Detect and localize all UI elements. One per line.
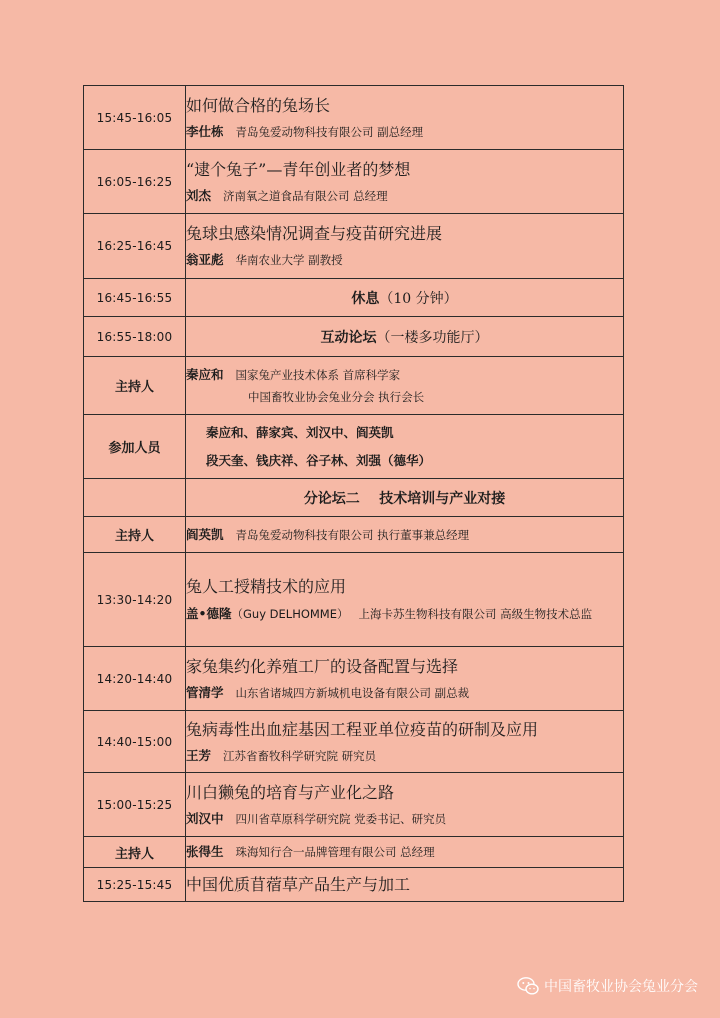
host-row (84, 517, 624, 553)
speaker-affiliation: 济南氧之道食品有限公司 总经理 (223, 188, 388, 203)
host-cell (186, 357, 624, 415)
session-cell (186, 553, 624, 647)
speaker-affiliation: 山东省诸城四方新城机电设备有限公司 副总裁 (235, 685, 470, 700)
time-cell: 15:00-15:25 (84, 773, 186, 837)
session-cell (186, 647, 624, 711)
speaker-english-name: （Guy DELHOMME） (231, 606, 349, 621)
schedule-row (84, 150, 624, 214)
forum2-header-row (84, 479, 624, 517)
speaker-line (186, 604, 623, 624)
time-cell: 16:25-16:45 (84, 214, 186, 279)
host-label: 主持人 (84, 837, 186, 868)
host-line (186, 841, 623, 863)
participants-line-1: 秦应和、薛家宾、刘汉中、阎英凯 (206, 424, 394, 440)
speaker-line (186, 123, 623, 141)
schedule-row (84, 647, 624, 711)
schedule-row (84, 773, 624, 837)
host-row (84, 837, 624, 868)
session-cell (186, 773, 624, 837)
time-cell: 14:40-15:00 (84, 711, 186, 773)
session-topic: 兔球虫感染情况调查与疫苗研究进展 (186, 224, 443, 243)
wechat-icon (517, 977, 539, 995)
session-cell (186, 711, 624, 773)
speaker-name: 王芳 (186, 747, 212, 763)
host-affiliation: 青岛兔爱动物科技有限公司 执行董事兼总经理 (235, 527, 470, 542)
session-cell (186, 86, 624, 150)
host-name: 阎英凯 (186, 526, 224, 542)
forum-cell (186, 317, 624, 357)
session-topic: “逮个兔子”—青年创业者的梦想 (186, 159, 411, 179)
speaker-name: 翁亚彪 (186, 252, 224, 267)
schedule-row (84, 711, 624, 773)
time-cell: 15:45-16:05 (84, 86, 186, 150)
speaker-name: 盖•德隆 (186, 605, 232, 621)
forum2-cell (186, 479, 624, 517)
speaker-line (186, 251, 623, 269)
speaker-affiliation: 四川省草原科学研究院 党委书记、研究员 (235, 811, 447, 826)
session-topic: 家兔集约化养殖工厂的设备配置与选择 (186, 656, 459, 676)
time-cell: 13:30-14:20 (84, 553, 186, 647)
empty-cell (84, 479, 186, 517)
session-cell (186, 214, 624, 279)
schedule-row (84, 868, 624, 902)
forum-label: 互动论坛 (320, 329, 377, 346)
speaker-line (186, 747, 623, 765)
session-topic: 兔人工授精技术的应用 (186, 576, 347, 596)
schedule-row-break (84, 279, 624, 317)
forum2-title-text: 分论坛二 技术培训与产业对接 (303, 490, 506, 507)
host-label: 主持人 (84, 517, 186, 553)
schedule-row-forum (84, 317, 624, 357)
speaker-line (186, 810, 623, 828)
speaker-affiliation: 江苏省畜牧科学研究院 研究员 (223, 748, 377, 763)
participants-row (84, 415, 624, 479)
speaker-line (186, 187, 623, 205)
break-title (186, 288, 623, 308)
participants-cell (186, 415, 624, 479)
break-label: 休息 (351, 290, 380, 307)
host-line-1 (186, 364, 623, 386)
session-topic: 兔病毒性出血症基因工程亚单位疫苗的研制及应用 (186, 719, 539, 739)
session-topic: 如何做合格的兔场长 (186, 95, 331, 115)
schedule-row (84, 86, 624, 150)
host-name: 张得生 (186, 844, 224, 859)
speaker-name: 管清学 (186, 684, 224, 700)
host-line (186, 524, 623, 546)
speaker-affiliation: 上海卡苏生物科技有限公司 高级生物技术总监 (358, 606, 593, 621)
time-cell: 16:05-16:25 (84, 150, 186, 214)
time-cell: 16:55-18:00 (84, 317, 186, 357)
schedule-row (84, 214, 624, 279)
host-label: 主持人 (84, 357, 186, 415)
time-cell: 16:45-16:55 (84, 279, 186, 317)
time-cell: 15:25-15:45 (84, 868, 186, 902)
participants-label: 参加人员 (84, 415, 186, 479)
schedule-table (83, 85, 624, 902)
schedule-row (84, 553, 624, 647)
speaker-name: 刘杰 (186, 187, 212, 203)
host-line-2: 中国畜牧业协会兔业分会 执行会长 (248, 389, 425, 404)
time-cell: 14:20-14:40 (84, 647, 186, 711)
session-topic: 中国优质苜蓿草产品生产与加工 (186, 874, 411, 894)
host-row (84, 357, 624, 415)
break-cell (186, 279, 624, 317)
speaker-name: 李仕栋 (186, 123, 224, 139)
host-affiliation: 珠海知行合一品牌管理有限公司 总经理 (235, 845, 435, 859)
session-cell (186, 150, 624, 214)
watermark (517, 976, 698, 996)
session-topic: 川白獭兔的培育与产业化之路 (186, 782, 395, 802)
speaker-affiliation: 青岛兔爱动物科技有限公司 副总经理 (235, 124, 424, 139)
speaker-line (186, 684, 623, 702)
host-cell (186, 517, 624, 553)
speaker-affiliation: 华南农业大学 副教授 (235, 253, 343, 267)
speaker-name: 刘汉中 (186, 810, 224, 826)
session-cell (186, 868, 624, 902)
host-cell (186, 837, 624, 868)
forum-title (186, 327, 623, 347)
participants-line-2: 段天奎、钱庆祥、谷子林、刘强（德华） (206, 452, 432, 468)
forum-location: （一楼多功能厅） (376, 329, 489, 346)
watermark-text: 中国畜牧业协会兔业分会 (544, 979, 698, 995)
forum2-title (186, 488, 623, 508)
host-title-1: 国家兔产业技术体系 首席科学家 (235, 367, 401, 382)
host-name: 秦应和 (186, 366, 224, 382)
break-duration: （10 分钟） (379, 290, 458, 307)
